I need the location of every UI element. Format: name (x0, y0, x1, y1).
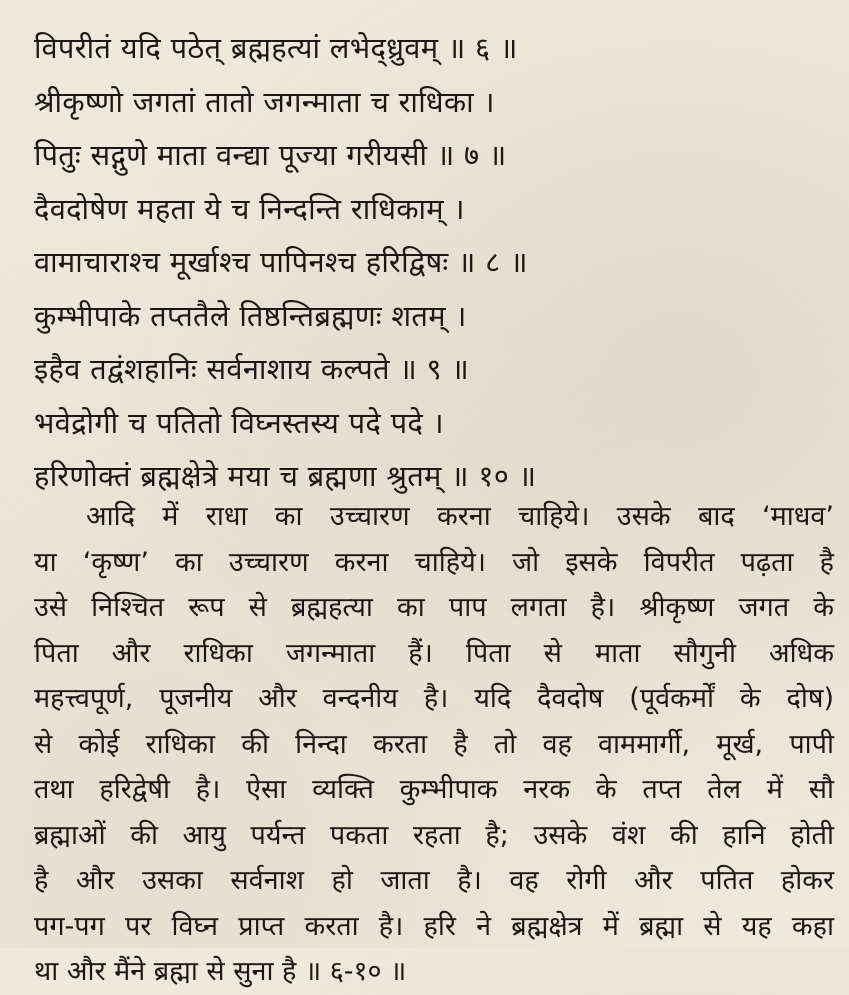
prose-line-7: तथा हरिद्वेषी है। ऐसा व्यक्ति कुम्भीपाक नरक के तप्त तेल में सौ (34, 774, 834, 805)
verse-line-6: कुम्भीपाके तप्ततैले तिष्ठन्तिब्रह्मणः शतम् । (34, 298, 467, 333)
prose-line-8: ब्रह्माओं की आयु पर्यन्त पकता रहता है; उसके वंश की हानि होती (34, 819, 834, 851)
verse-line-2: श्रीकृष्णो जगतां तातो जगन्माता च राधिका । (34, 84, 495, 119)
prose-line-1: आदि में राधा का उच्चारण करना चाहिये। उसके बाद ‘माधव’ (86, 501, 834, 532)
verse-line-1: विपरीतं यदि पठेत् ब्रह्महत्यां लभेद्ध्रुवम् ॥ ६ ॥ (34, 31, 518, 65)
prose-line-10: पग-पग पर विघ्न प्राप्त करता है। हरि ने ब्रह्मक्षेत्र में ब्रह्मा से यह कहा (34, 910, 834, 942)
prose-line-5: महत्त्वपूर्ण, पूजनीय और वन्दनीय है। यदि दैवदोष (पूर्वकर्मों के दोष) (34, 683, 834, 714)
verse-line-3: पितुः सद्गुणे माता वन्द्या पूज्या गरीयसी ॥ ७ ॥ (34, 138, 507, 172)
prose-line-9: है और उसका सर्वनाश हो जाता है। वह रोगी और पतित होकर (34, 865, 834, 896)
verse-line-4: दैवदोषेण महता ये च निन्दन्ति राधिकाम् । (34, 191, 465, 226)
prose-line-4: पिता और राधिका जगन्माता हैं। पिता से माता सौगुनी अधिक (34, 637, 834, 669)
prose-line-3: उसे निश्चित रूप से ब्रह्महत्या का पाप लगता है। श्रीकृष्ण जगत के (34, 592, 834, 623)
verse-line-7: इहैव तद्वंशहानिः सर्वनाशाय कल्पते ॥ ९ ॥ (34, 352, 470, 386)
sanskrit-verses (34, 22, 834, 504)
prose-line-11: था और मैंने ब्रह्मा से सुना है ॥ ६-१० ॥ (34, 956, 407, 987)
prose-line-6: से कोई राधिका की निन्दा करता है तो वह वाममार्गी, मूर्ख, पापी (34, 728, 834, 760)
hindi-commentary (34, 494, 834, 995)
verse-line-9: हरिणोक्तं ब्रह्मक्षेत्रे मया च ब्रह्मणा श्रुतम् ॥ १० ॥ (34, 459, 537, 493)
verse-line-8: भवेद्रोगी च पतितो विघ्नस्तस्य पदे पदे । (34, 405, 444, 440)
verse-line-5: वामाचाराश्च मूर्खाश्च पापिनश्च हरिद्विषः ॥ ८ ॥ (34, 245, 528, 279)
prose-line-2: या ‘कृष्ण’ का उच्चारण करना चाहिये। जो इसके विपरीत पढ़ता है (34, 546, 834, 578)
